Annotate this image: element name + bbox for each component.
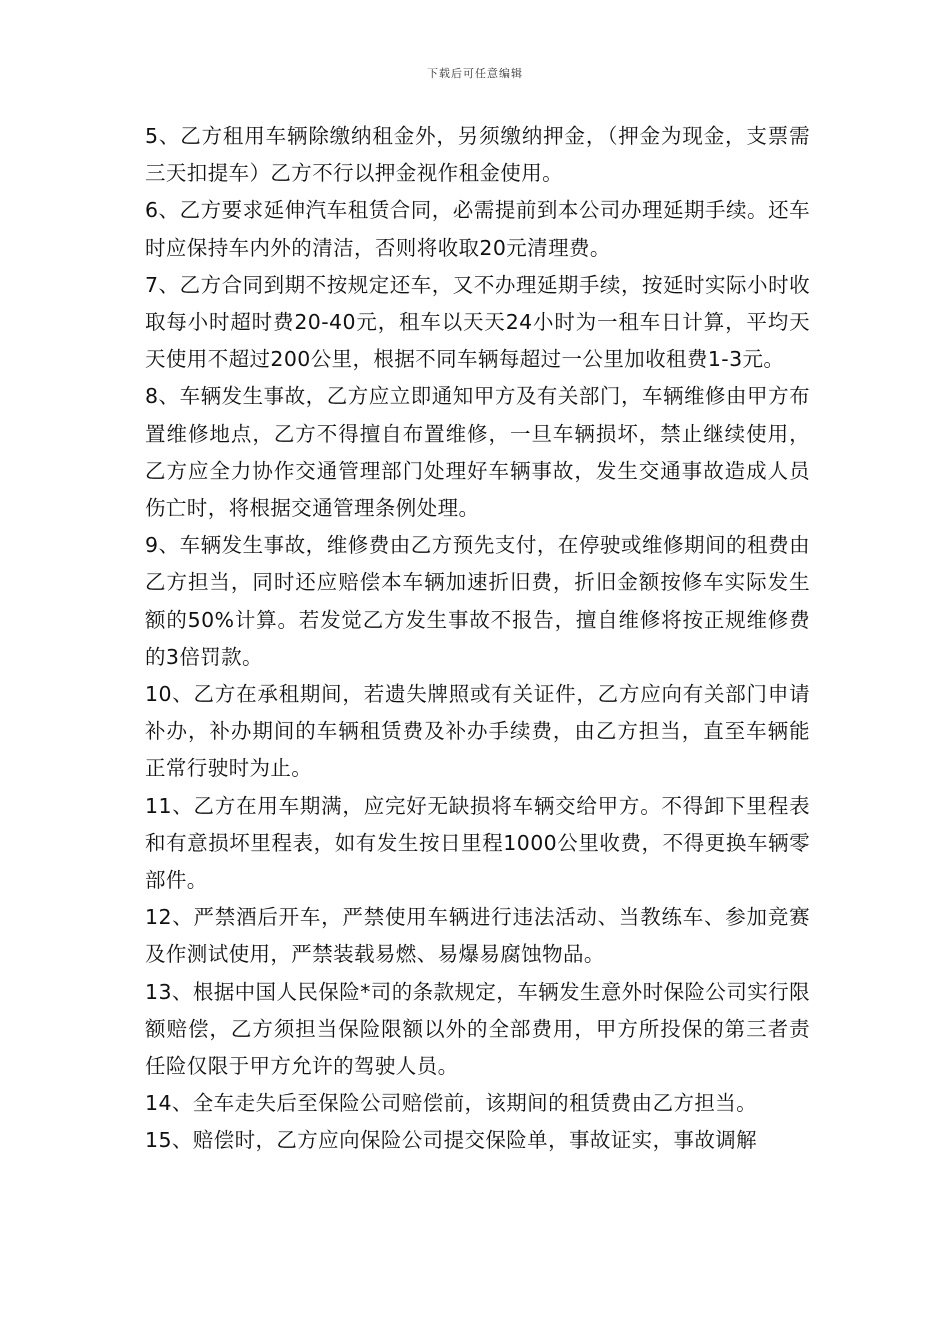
page-header: 下载后可任意编辑 bbox=[427, 67, 523, 80]
clause-12: 12、严禁酒后开车，严禁使用车辆进行违法活动、当教练车、参加竞赛及作测试使用，严禁装载易燃、易爆易腐蚀物品。 bbox=[145, 905, 810, 967]
clause-7: 7、乙方合同到期不按规定还车，又不办理延期手续，按延时实际小时收取每小时超时费20-40元，租车以天天24小时为一租车日计算，平均天天使用不超过200公里，根据不同车辆每超过一公里加收租费1-3元。 bbox=[145, 272, 810, 372]
clause-5: 5、乙方租用车辆除缴纳租金外，另须缴纳押金，（押金为现金，支票需三天扣提车）乙方不行以押金视作租金使用。 bbox=[145, 124, 810, 186]
clause-8: 8、车辆发生事故，乙方应立即通知甲方及有关部门，车辆维修由甲方布置维修地点，乙方不得擅自布置维修，一旦车辆损坏，禁止继续使用，乙方应全力协作交通管理部门处理好车辆事故，发生交通事故造成人员伤亡时，将根据交通管理条例处理。 bbox=[145, 384, 810, 521]
document-body bbox=[145, 118, 810, 1160]
clause-13: 13、根据中国人民保险*司的条款规定，车辆发生意外时保险公司实行限额赔偿，乙方须担当保险限额以外的全部费用，甲方所投保的第三者责任险仅限于甲方允许的驾驶人员。 bbox=[145, 979, 810, 1079]
clause-10: 10、乙方在承租期间，若遗失牌照或有关证件，乙方应向有关部门申请补办，补办期间的车辆租赁费及补办手续费，由乙方担当，直至车辆能正常行驶时为止。 bbox=[145, 682, 810, 781]
clause-9: 9、车辆发生事故，维修费由乙方预先支付，在停驶或维修期间的租费由乙方担当，同时还应赔偿本车辆加速折旧费，折旧金额按修车实际发生额的50%计算。若发觉乙方发生事故不报告，擅自维修将按正规维修费的3倍罚款。 bbox=[145, 533, 810, 669]
clause-6: 6、乙方要求延伸汽车租赁合同，必需提前到本公司办理延期手续。还车时应保持车内外的清洁，否则将收取20元清理费。 bbox=[145, 198, 810, 260]
clause-15: 15、赔偿时，乙方应向保险公司提交保险单，事故证实，事故调解 bbox=[145, 1128, 758, 1153]
clause-11: 11、乙方在用车期满，应完好无缺损将车辆交给甲方。不得卸下里程表和有意损坏里程表，如有发生按日里程1000公里收费，不得更换车辆零部件。 bbox=[145, 793, 810, 893]
clause-14: 14、全车走失后至保险公司赔偿前，该期间的租赁费由乙方担当。 bbox=[145, 1091, 758, 1116]
